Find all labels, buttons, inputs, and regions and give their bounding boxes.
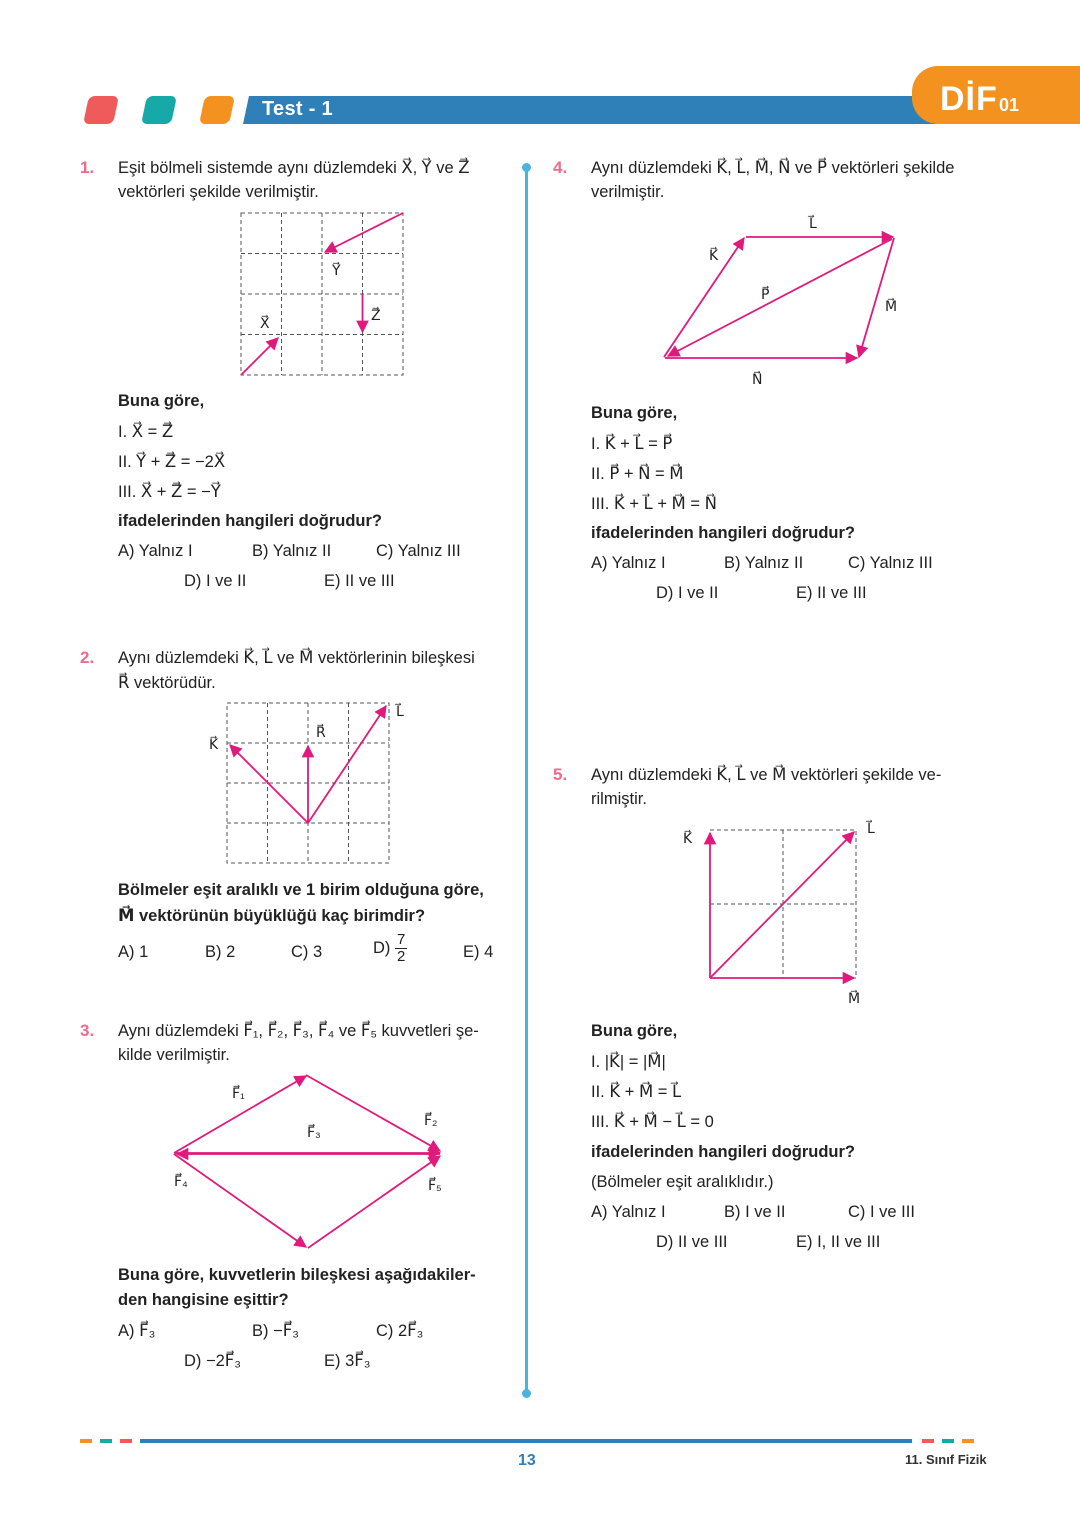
q4-statement-2: II. P⃗ + N⃗ = M⃗ [591,465,684,483]
q1-vector-y [325,213,403,252]
q3-label-f4: F⃗₄ [174,1173,188,1189]
q5-statement-3: III. K⃗ + M⃗ − L⃗ = 0 [591,1113,714,1131]
q5-question: ifadelerinden hangileri doğrudur? [591,1143,856,1161]
q1-intro: Buna göre, [118,392,205,410]
q4-option-a[interactable]: A) Yalnız I [591,554,666,572]
q2-number: 2. [80,648,95,667]
q1-figure [236,208,408,380]
q2-option-c[interactable]: C) 3 [291,943,323,961]
q1-option-e[interactable]: E) II ve III [324,572,395,590]
q2-option-a[interactable]: A) 1 [118,943,149,961]
q4-figure [650,208,910,393]
q2-option-e[interactable]: E) 4 [463,943,494,961]
q5-statement-1: I. |K⃗| = |M⃗| [591,1053,666,1071]
column-divider-dot-top [522,163,531,172]
q1-statement-3: III. X⃗ + Z⃗ = −Y⃗ [118,483,221,501]
q4-label-n: N⃗ [752,371,763,387]
q5-intro: Buna göre, [591,1022,678,1040]
q2-figure [200,696,420,868]
q4-option-e[interactable]: E) II ve III [796,584,867,602]
q2-option-d-prefix: D) [373,939,391,957]
q3-label-f5: F⃗₅ [428,1177,442,1193]
q3-text-line2: kilde verilmiştir. [118,1046,230,1064]
q5-text-line2: rilmiştir. [591,790,647,808]
q4-text-line1: Aynı düzlemdeki K⃗, L⃗, M⃗, N⃗ ve P⃗ vektörleri şekilde [591,159,955,177]
q4-statement-1: I. K⃗ + L⃗ = P⃗ [591,435,673,453]
q5-note: (Bölmeler eşit aralıklıdır.) [591,1173,774,1191]
q5-number: 5. [553,765,568,784]
q3-label-f2: F⃗₂ [424,1112,438,1128]
q5-text-line1: Aynı düzlemdeki K⃗, L⃗ ve M⃗ vektörleri şekilde ve- [591,766,942,784]
q5-statement-2: II. K⃗ + M⃗ = L⃗ [591,1083,682,1101]
q3-option-a[interactable]: A) F⃗₃ [118,1322,156,1340]
q4-option-b[interactable]: B) Yalnız II [724,554,804,572]
q3-vector-f5 [308,1156,440,1248]
q5-option-e[interactable]: E) I, II ve III [796,1233,881,1251]
q4-label-m: M⃗ [885,298,898,314]
q1-text-line2: vektörleri şekilde verilmiştir. [118,183,319,201]
q4-intro: Buna göre, [591,404,678,422]
q1-option-c[interactable]: C) Yalnız III [376,542,461,560]
q1-text-line1: Eşit bölmeli sistemde aynı düzlemdeki X⃗, Y⃗ ve Z⃗ [118,159,470,177]
footer-dash-orange-right [962,1439,974,1443]
q2-option-d[interactable] [373,932,407,965]
q5-option-a[interactable]: A) Yalnız I [591,1203,666,1221]
q2-text-line1: Aynı düzlemdeki K⃗, L⃗ ve M⃗ vektörlerinin bileşkesi [118,649,475,667]
q3-option-e[interactable]: E) 3F⃗₃ [324,1352,371,1370]
q5-label-m: M⃗ [848,990,861,1006]
q2-label-r: R⃗ [316,724,326,740]
column-divider [525,168,528,1394]
q3-label-f1: F⃗₁ [232,1085,245,1101]
q3-question-line1: Buna göre, kuvvetlerin bileşkesi aşağıdakiler- [118,1266,476,1284]
q1-option-d[interactable]: D) I ve II [184,572,247,590]
q5-vector-l [710,832,854,978]
q2-question-line1: Bölmeler eşit aralıklı ve 1 birim olduğuna göre, [118,881,484,899]
q1-option-b[interactable]: B) Yalnız II [252,542,332,560]
q2-question-line2: M⃗ vektörünün büyüklüğü kaç birimdir? [118,907,426,925]
q5-option-d[interactable]: D) II ve III [656,1233,728,1251]
footer-dash-red-right [922,1439,934,1443]
q1-option-a[interactable]: A) Yalnız I [118,542,193,560]
q2-option-d-denominator: 2 [397,948,406,965]
q4-number: 4. [553,158,568,177]
q3-option-d[interactable]: D) −2F⃗₃ [184,1352,242,1370]
footer-title: 11. Sınıf Fizik [905,1452,987,1467]
q4-label-p: P⃗ [761,286,770,302]
q3-option-b[interactable]: B) −F⃗₃ [252,1322,299,1340]
q4-vector-k [664,238,744,357]
q2-option-d-fraction [395,932,407,965]
q1-label-x: X⃗ [260,315,270,331]
q1-number: 1. [80,158,95,177]
q1-label-z: Z⃗ [371,307,381,323]
q4-label-l: L⃗ [809,215,817,231]
footer-dash-teal-right [942,1439,954,1443]
header-bar [243,96,969,124]
q5-label-l: L⃗ [867,820,875,836]
footer-dash-orange [80,1439,92,1443]
q4-question: ifadelerinden hangileri doğrudur? [591,524,856,542]
header-tile-teal [141,96,177,124]
header-tile-red [83,96,119,124]
q4-text-line2: verilmiştir. [591,183,665,201]
q4-statement-3: III. K⃗ + L⃗ + M⃗ = N⃗ [591,495,717,513]
q3-label-f3: F⃗₃ [307,1124,321,1140]
q4-vector-p [668,239,892,356]
q3-text-line1: Aynı düzlemdeki F⃗₁, F⃗₂, F⃗₃, F⃗₄ ve F⃗₅ kuvvetleri şe- [118,1022,479,1040]
q1-question: ifadelerinden hangileri doğrudur? [118,512,383,530]
q2-option-b[interactable]: B) 2 [205,943,236,961]
q3-vector-f4b [174,1154,306,1247]
q5-option-b[interactable]: B) I ve II [724,1203,786,1221]
dif-badge-number: 01 [999,95,1020,115]
q1-label-y: Y⃗ [332,262,341,278]
q2-vector-k [230,745,308,823]
q2-option-d-numerator: 7 [397,931,406,948]
q1-statement-2: II. Y⃗ + Z⃗ = −2X⃗ [118,453,226,471]
dif-badge-text: DİF [940,80,998,118]
q4-label-k: K⃗ [709,247,719,263]
test-title: Test - 1 [262,98,333,120]
q4-option-d[interactable]: D) I ve II [656,584,719,602]
q5-label-k: K⃗ [683,830,693,846]
q3-figure [160,1070,460,1260]
q2-label-l: L⃗ [396,703,404,719]
q1-vector-x [241,338,278,375]
footer-dash-red [120,1439,132,1443]
q5-figure [670,816,890,1012]
q4-option-c[interactable]: C) Yalnız III [848,554,933,572]
column-divider-dot-bottom [522,1389,531,1398]
q3-number: 3. [80,1021,95,1040]
footer-line [140,1439,912,1443]
q3-option-c[interactable]: C) 2F⃗₃ [376,1322,424,1340]
header-tile-orange [199,96,235,124]
footer-dash-teal [100,1439,112,1443]
q3-question-line2: den hangisine eşittir? [118,1291,289,1309]
q5-option-c[interactable]: C) I ve III [848,1203,915,1221]
q3-vector-f2 [306,1075,440,1151]
q2-label-k: K⃗ [209,736,219,752]
q1-statement-1: I. X⃗ = Z⃗ [118,423,174,441]
q2-text-line2: R⃗ vektörüdür. [118,674,216,692]
page-number: 13 [518,1452,536,1469]
